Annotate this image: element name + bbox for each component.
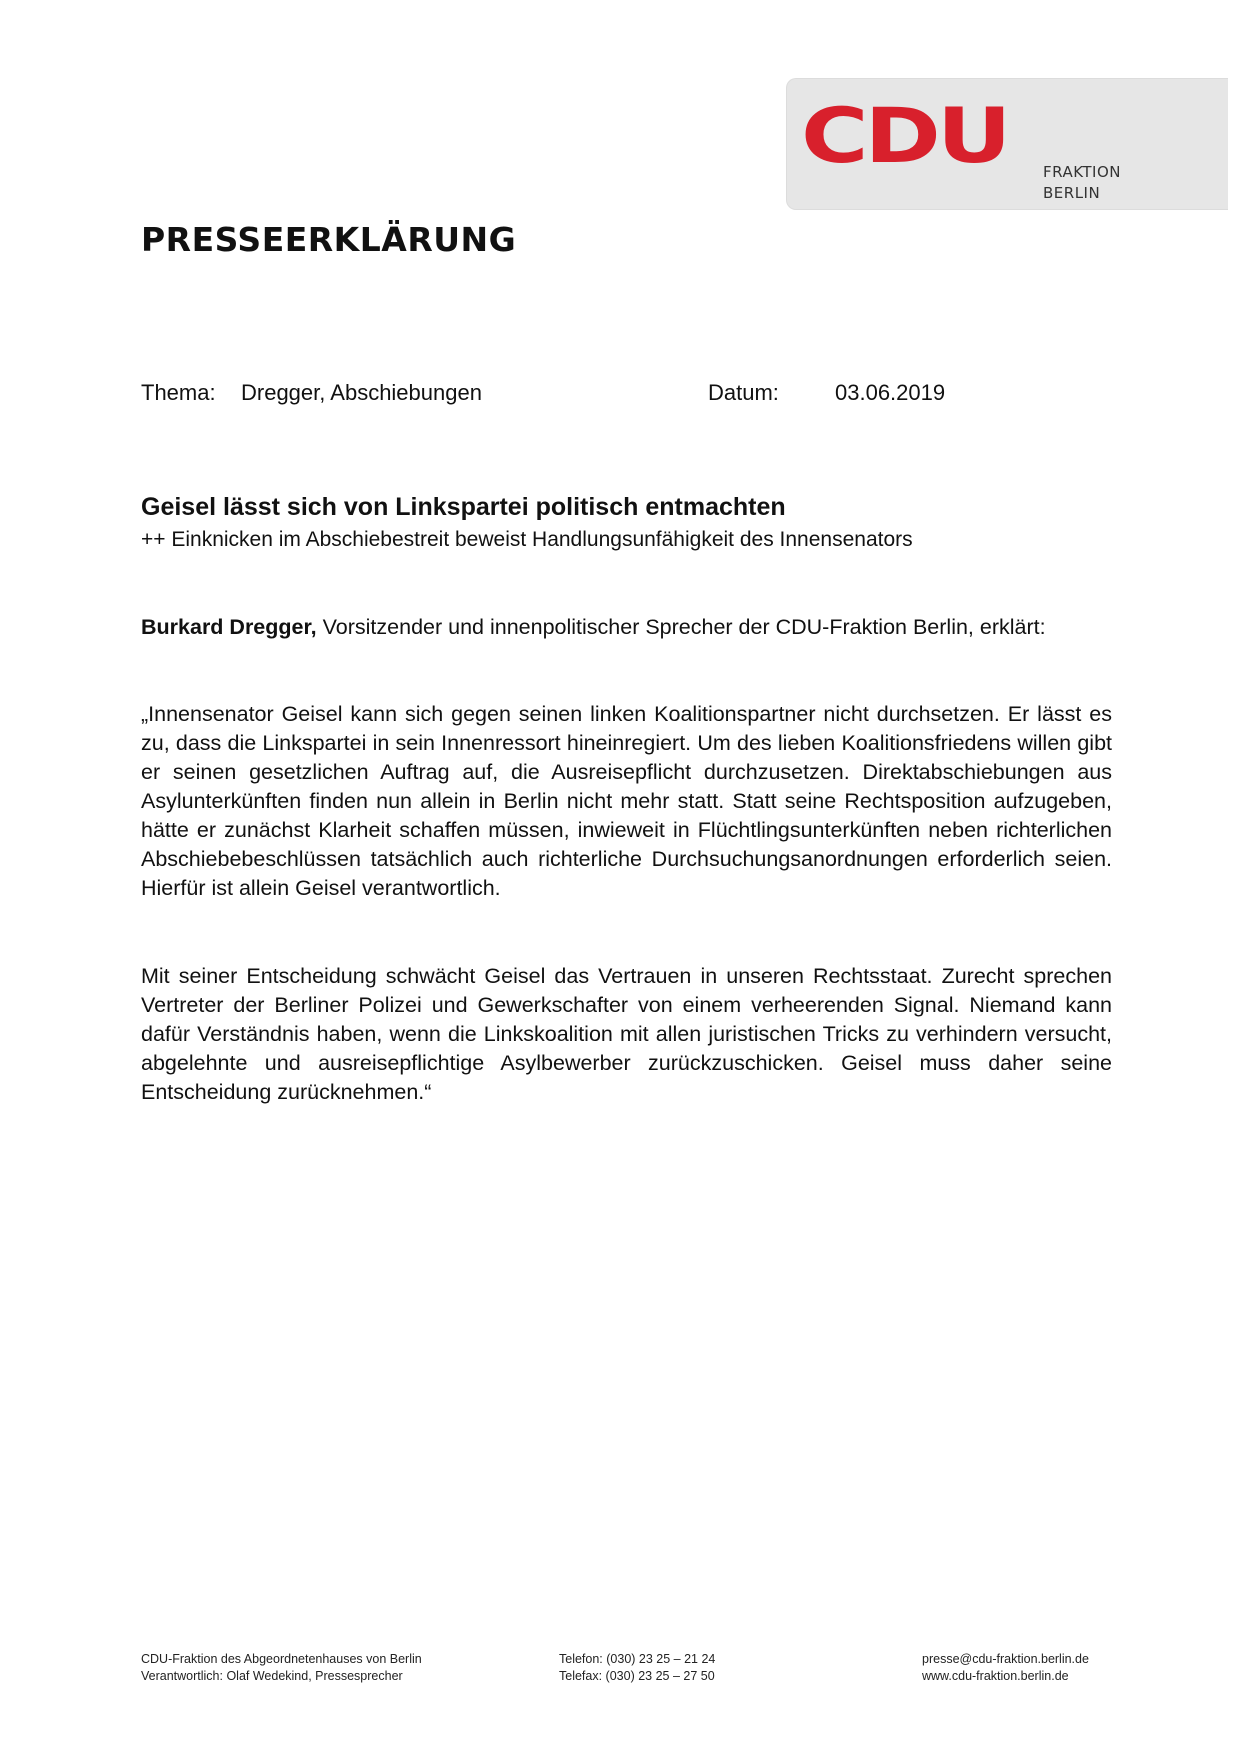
speaker-intro bbox=[141, 613, 1112, 642]
statement-paragraph-2: Mit seiner Entscheidung schwächt Geisel das Vertrauen in unseren Rechtsstaat. Zurecht sprechen Vertreter der Berliner Polizei und Gewerkschafter von einem verheerenden Signal. Niemand kann dafür Verständnis haben, wenn die Linkskoalition mit allen juristischen Tricks zu verhindern versucht, abgelehnte und ausreisepflichtige Asylbewerber zurückzuschicken. Geisel muss daher seine Entscheidung zurücknehmen.“ bbox=[141, 964, 1112, 1104]
footer-fax: Telefax: (030) 23 25 – 27 50 bbox=[559, 1669, 715, 1683]
date-value: 03.06.2019 bbox=[835, 380, 946, 405]
speaker-role: Vorsitzender und innenpolitischer Sprecher der CDU-Fraktion Berlin, erklärt: bbox=[316, 615, 1046, 639]
date-label: Datum: bbox=[708, 380, 779, 405]
footer-phone: Telefon: (030) 23 25 – 21 24 bbox=[559, 1652, 716, 1666]
speaker-name: Burkard Dregger, bbox=[141, 615, 317, 639]
press-subheadline: ++ Einknicken im Abschiebestreit beweist Handlungsunfähigkeit des Innensenators bbox=[141, 528, 913, 551]
logo-wordmark: CDU bbox=[801, 92, 1008, 181]
footer-email-link[interactable]: presse@cdu-fraktion.berlin.de bbox=[922, 1652, 1089, 1666]
document-title: PRESSEERKLÄRUNG bbox=[141, 220, 517, 259]
meta-row bbox=[141, 380, 1141, 410]
statement-paragraph-1: „Innensenator Geisel kann sich gegen seinen linken Koalitionspartner nicht durchsetzen. Er lässt es zu, dass die Linkspartei in sein Innenressort hineinregiert. Um des lieben Koalitionsfriedens willen gibt er seinen gesetzlichen Auftrag auf, die Ausreisepflicht durchzusetzen. Direktabschiebungen aus Asylunterkünften finden nun allein in Berlin nicht mehr statt. Statt seine Rechtsposition aufzugeben, hätte er zunächst Klarheit schaffen müssen, inwieweit in Flüchtlingsunterkünften neben richterlichen Abschiebebeschlüssen tatsächlich auch richterliche Durchsuchungsanordnungen erforderlich seien. Hierfür ist allein Geisel verantwortlich. bbox=[141, 702, 1112, 900]
footer-website-link[interactable]: www.cdu-fraktion.berlin.de bbox=[922, 1669, 1069, 1683]
topic-value: Dregger, Abschiebungen bbox=[241, 380, 482, 405]
press-headline: Geisel lässt sich von Linkspartei politisch entmachten bbox=[141, 493, 786, 521]
topic-label: Thema: bbox=[141, 380, 216, 405]
footer-org: CDU-Fraktion des Abgeordnetenhauses von Berlin bbox=[141, 1652, 422, 1666]
footer-org-column bbox=[141, 1651, 422, 1685]
logo-subtitle bbox=[1043, 162, 1121, 204]
page-footer bbox=[141, 1651, 1121, 1691]
logo-line-berlin: BERLIN bbox=[1043, 184, 1101, 202]
logo-line-fraktion: FRAKTION bbox=[1043, 163, 1121, 181]
footer-responsible: Verantwortlich: Olaf Wedekind, Pressesprecher bbox=[141, 1669, 403, 1683]
cdu-logo bbox=[786, 78, 1228, 210]
footer-contact-column bbox=[559, 1651, 715, 1685]
footer-web-column bbox=[922, 1651, 1089, 1685]
